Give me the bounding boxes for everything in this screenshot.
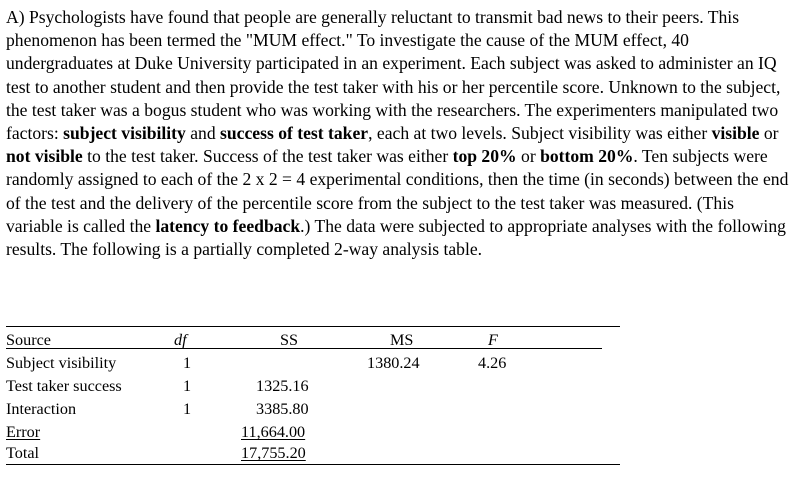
problem-text-part: .) The data were subjected to appropriate analyses with the following results. The following is a partially completed 2-way analysis table. [6,215,786,260]
row-df: 1 [183,377,192,395]
factor-success-of-test-taker: success of test taker [220,123,369,144]
problem-text-part: or [759,123,779,144]
problem-text-part: A) Psychologists have found that people are generally reluctant to transmit bad news to their peers. This phenomenon has been termed the "MUM effect." To investigate the cause of the MUM effect, 40 undergraduates at Duke University participated in an experiment. Each subject was asked to administer an IQ test to another student and then provide the test taker with his or her percentile score. Unknown to the subject, the test taker was a bogus student who was working with the researchers. The experimenters manipulated two factors: [6,7,781,144]
table-bottom-rule [6,464,620,465]
problem-text-part: and [185,123,221,144]
factor-subject-visibility: subject visibility [63,123,186,144]
row-ss: 3385.80 [256,400,309,418]
row-f: 4.26 [478,354,507,372]
row-source: Total [6,444,40,462]
problem-text-part: to the test taker. Success of the test taker was either [82,146,453,167]
row-ss: 17,755.20 [241,444,306,462]
problem-text-part: . Ten subjects were randomly assigned to each of the 2 x 2 = 4 experimental conditions, then the time (in seconds) between the end of the test and the delivery of the percentile score from the subject to the test taker was measured. (This variable is called the [6,146,789,236]
problem-text [6,6,792,261]
header-source: Source [6,331,51,349]
row-df: 1 [183,354,192,372]
header-ss: SS [280,331,299,349]
problem-text-part: or [516,146,541,167]
header-rule [6,348,602,349]
row-source: Test taker success [6,377,122,395]
row-source: Error [6,423,41,441]
header-f: F [488,331,498,349]
variable-latency-to-feedback: latency to feedback [155,215,301,236]
level-top-20: top 20% [452,146,517,167]
row-source: Interaction [6,400,77,418]
row-ss: 11,664.00 [241,423,306,441]
level-visible: visible [711,123,760,144]
header-df: df [174,331,187,349]
level-bottom-20: bottom 20% [540,146,634,167]
header-ms: MS [390,331,414,349]
row-ss: 1325.16 [256,377,309,395]
level-not-visible: not visible [6,146,83,167]
row-source: Subject visibility [6,354,117,372]
table-top-rule [6,326,620,327]
row-df: 1 [183,400,192,418]
problem-text-part: , each at two levels. Subject visibility was either [368,123,712,144]
row-ms: 1380.24 [367,354,420,372]
